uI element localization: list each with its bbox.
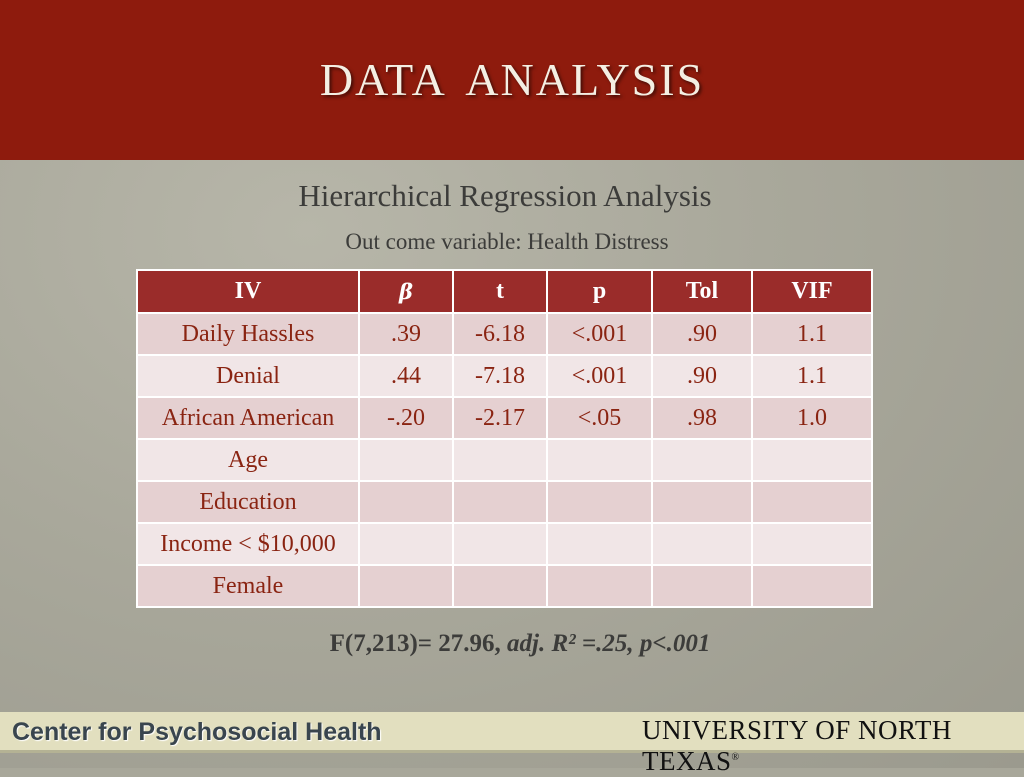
cell-beta	[359, 439, 453, 481]
cell-t	[453, 439, 547, 481]
cell-vif	[752, 523, 872, 565]
cell-tol: .98	[652, 397, 752, 439]
cell-iv: Daily Hassles	[137, 313, 359, 355]
header-vif: VIF	[752, 270, 872, 313]
trademark-mark: ®	[731, 752, 740, 763]
table-row	[137, 355, 872, 397]
cell-p: <.05	[547, 397, 652, 439]
cell-p	[547, 523, 652, 565]
cell-iv: Age	[137, 439, 359, 481]
cell-beta	[359, 523, 453, 565]
f-statistic: F(7,213)= 27.96,	[329, 630, 508, 657]
cell-iv: Education	[137, 481, 359, 523]
header-beta: β	[359, 270, 453, 313]
cell-p	[547, 565, 652, 607]
cell-vif	[752, 439, 872, 481]
cell-t	[453, 523, 547, 565]
cell-tol	[652, 439, 752, 481]
regression-table	[136, 269, 873, 608]
table-row	[137, 481, 872, 523]
table-row	[137, 313, 872, 355]
cell-beta	[359, 481, 453, 523]
slide-title: data analysis	[319, 37, 705, 110]
table-row	[137, 565, 872, 607]
cell-tol: .90	[652, 355, 752, 397]
cell-tol	[652, 523, 752, 565]
cell-iv: Denial	[137, 355, 359, 397]
cell-p	[547, 439, 652, 481]
cell-vif	[752, 481, 872, 523]
model-statistics	[0, 630, 1024, 658]
table-row	[137, 523, 872, 565]
cell-beta: .39	[359, 313, 453, 355]
table-row	[137, 439, 872, 481]
header-t: t	[453, 270, 547, 313]
cell-p: <.001	[547, 355, 652, 397]
cell-iv: Female	[137, 565, 359, 607]
cell-vif: 1.0	[752, 397, 872, 439]
cell-beta: -.20	[359, 397, 453, 439]
cell-p	[547, 481, 652, 523]
cell-beta: .44	[359, 355, 453, 397]
cell-t	[453, 481, 547, 523]
cell-iv: African American	[137, 397, 359, 439]
outcome-variable: Out come variable: Health Distress	[345, 229, 669, 254]
cell-t	[453, 565, 547, 607]
cell-iv: Income < $10,000	[137, 523, 359, 565]
cell-p: <.001	[547, 313, 652, 355]
cell-beta	[359, 565, 453, 607]
table-header-row	[137, 270, 872, 313]
header-iv: IV	[137, 270, 359, 313]
cell-t: -7.18	[453, 355, 547, 397]
cell-vif: 1.1	[752, 313, 872, 355]
university-name: UNIVERSITY OF NORTH TEXAS	[642, 715, 952, 776]
cell-vif: 1.1	[752, 355, 872, 397]
header-tol: Tol	[652, 270, 752, 313]
center-name: Center for Psychosocial Health	[12, 718, 382, 746]
table-row	[137, 397, 872, 439]
cell-tol: .90	[652, 313, 752, 355]
cell-t: -6.18	[453, 313, 547, 355]
cell-vif	[752, 565, 872, 607]
cell-tol	[652, 481, 752, 523]
header-p: p	[547, 270, 652, 313]
cell-tol	[652, 565, 752, 607]
r-squared-and-p: adj. R² =.25, p<.001	[507, 630, 711, 657]
cell-t: -2.17	[453, 397, 547, 439]
slide-subtitle: Hierarchical Regression Analysis	[298, 178, 712, 213]
